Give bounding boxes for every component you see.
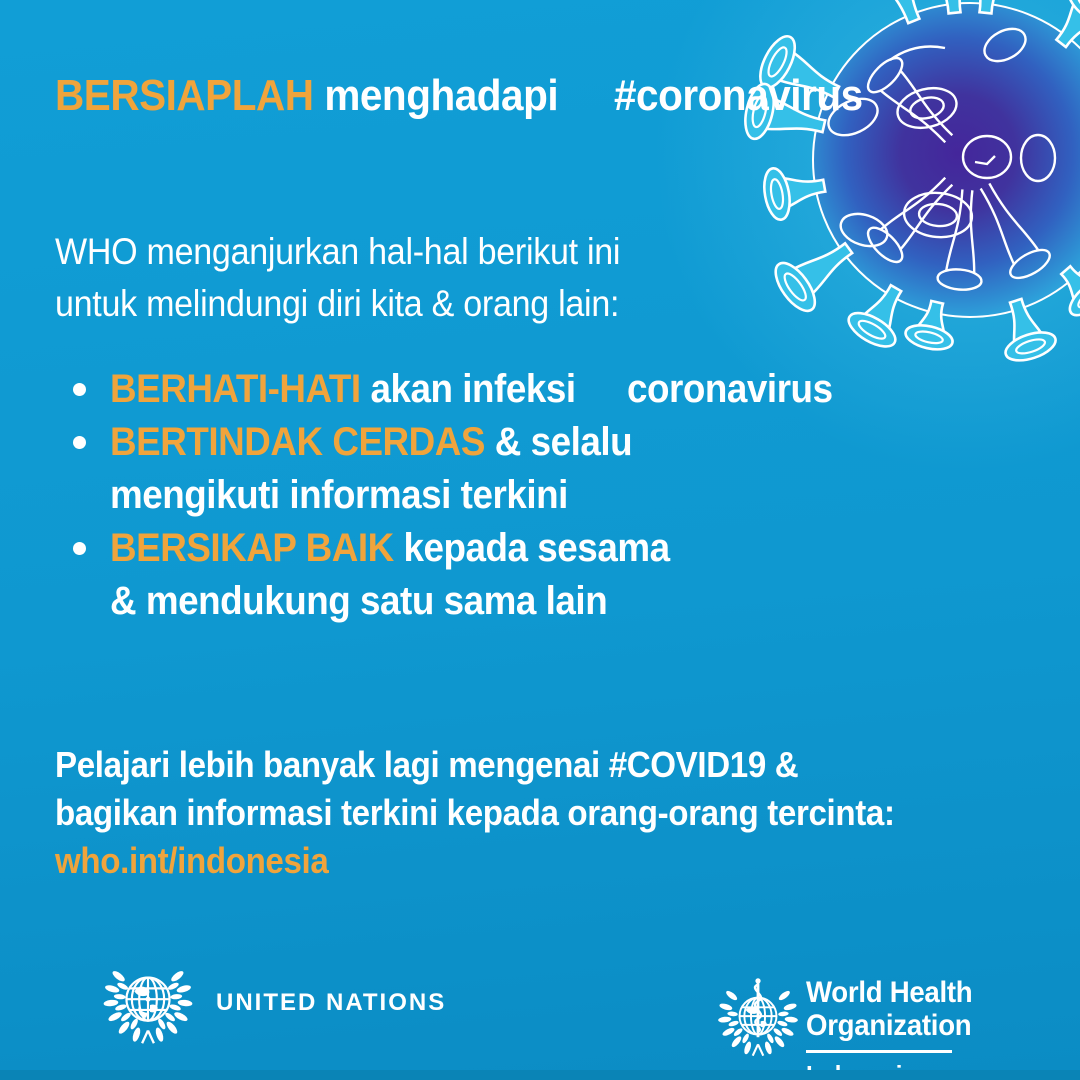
cta-line1: Pelajari lebih banyak lagi mengenai #COVID19 & xyxy=(55,744,799,785)
headline-hashtag: #coronavirus xyxy=(613,71,863,120)
who-wordmark xyxy=(806,976,1080,1080)
headline-line1 xyxy=(55,67,558,124)
bullet-dot-icon xyxy=(73,383,86,396)
cta-paragraph xyxy=(55,741,1080,885)
cta-url: who.int/indonesia xyxy=(55,840,329,881)
who-wordmark-rule xyxy=(806,1050,952,1053)
who-wordmark-line1: World Health xyxy=(806,976,973,1009)
headline xyxy=(55,67,884,124)
advice-list xyxy=(55,363,1080,628)
bullet-rest: kepada sesama xyxy=(393,526,670,570)
bottom-edge-strip xyxy=(0,1070,1080,1080)
who-wordmark-line2: Organization xyxy=(806,1009,972,1042)
bullet-line2: coronavirus xyxy=(626,367,833,411)
intro-line2: untuk melindungi diri kita & orang lain: xyxy=(55,283,620,324)
intro-line1: WHO menganjurkan hal-hal berikut ini xyxy=(55,231,621,272)
bullet-accent: BERSIKAP BAIK xyxy=(110,526,394,570)
bullet-rest: akan infeksi xyxy=(360,367,576,411)
bullet-dot-icon xyxy=(73,436,86,449)
bullet-line2: & mendukung satu sama lain xyxy=(110,579,608,623)
intro-paragraph xyxy=(55,226,1080,330)
list-item xyxy=(55,522,1080,628)
headline-accent: BERSIAPLAH xyxy=(55,71,314,120)
bullet-accent: BERTINDAK CERDAS xyxy=(110,420,485,464)
un-emblem-icon xyxy=(99,958,197,1056)
bullet-rest: & selalu xyxy=(484,420,633,464)
cta-line2: bagikan informasi terkini kepada orang-orang tercinta: xyxy=(55,792,895,833)
headline-rest: menghadapi xyxy=(313,71,559,120)
bullet-line2: mengikuti informasi terkini xyxy=(110,473,568,517)
who-emblem-icon xyxy=(714,972,802,1069)
bullet-dot-icon xyxy=(73,542,86,555)
bullet-accent: BERHATI-HATI xyxy=(110,367,361,411)
un-wordmark: UNITED NATIONS xyxy=(216,989,447,1016)
list-item xyxy=(55,363,1080,416)
list-item xyxy=(55,416,1080,522)
coronavirus-illustration xyxy=(715,0,1080,395)
